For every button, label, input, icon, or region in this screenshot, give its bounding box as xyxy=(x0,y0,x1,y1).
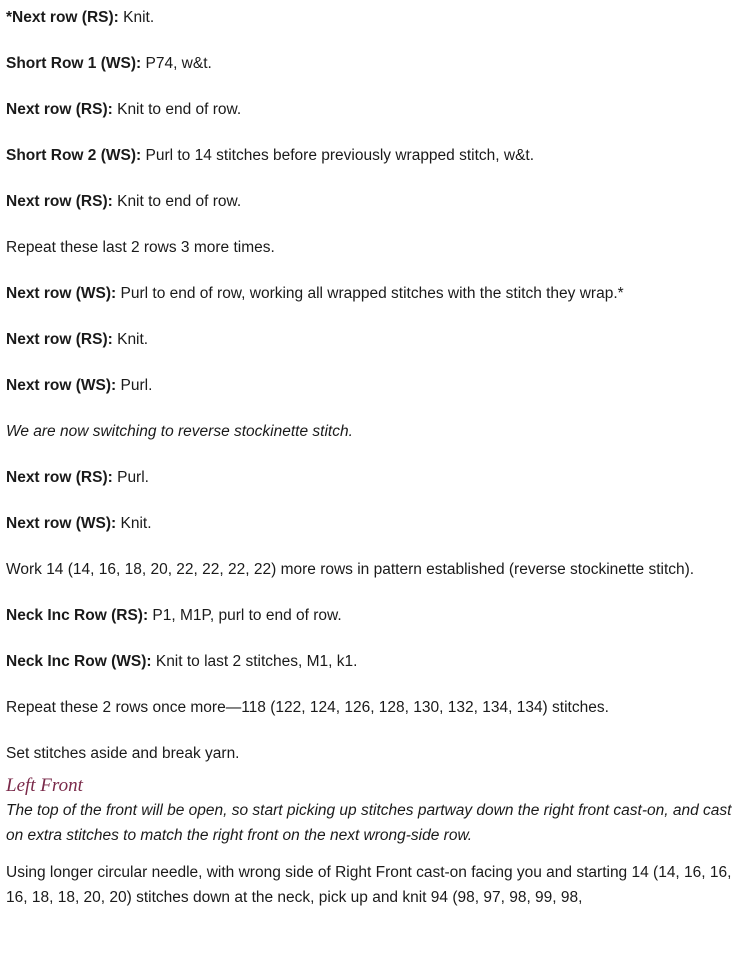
pattern-work-more-rows xyxy=(6,557,744,582)
row-instruction: Purl to end of row, working all wrapped stitches with the stitch they wrap.* xyxy=(116,285,624,302)
row-label: Next row (WS): xyxy=(6,515,117,532)
row-instruction: Work 14 (14, 16, 18, 20, 22, 22, 22, 22) more rows in pattern established (reverse stockinette stitch). xyxy=(6,561,695,578)
row-label: Next row (WS): xyxy=(6,377,117,394)
pattern-row-next-rs-knit xyxy=(6,5,744,30)
row-instruction: Knit to end of row. xyxy=(112,101,242,118)
pattern-row-next-rs-knit-to-end xyxy=(6,97,744,122)
row-instruction: Knit. xyxy=(116,515,152,532)
pattern-row-neck-inc-ws xyxy=(6,649,744,674)
pattern-repeat-note xyxy=(6,235,744,260)
pattern-row-next-rs-knit-2 xyxy=(6,327,744,352)
pattern-row-short-row-2 xyxy=(6,143,744,168)
row-instruction: P1, M1P, purl to end of row. xyxy=(148,607,342,624)
row-instruction: Set stitches aside and break yarn. xyxy=(6,745,240,762)
row-label: Short Row 1 (WS): xyxy=(6,55,142,72)
pattern-row-next-ws-purl-wrapped xyxy=(6,281,744,306)
row-instruction: Repeat these last 2 rows 3 more times. xyxy=(6,239,275,256)
row-label: Next row (RS): xyxy=(6,331,113,348)
section-body: Using longer circular needle, with wrong side of Right Front cast-on facing you and starting 14 (14, 16, 16, 16, 18, 18, 20, 20) stitches down at the neck, pick up and knit 94 (98, 97, 98, 99, 98, xyxy=(6,864,732,906)
row-label: *Next row (RS): xyxy=(6,9,119,26)
row-label: Neck Inc Row (RS): xyxy=(6,607,149,624)
row-instruction: We are now switching to reverse stockinette stitch. xyxy=(6,423,353,440)
row-instruction: Purl. xyxy=(116,377,153,394)
row-instruction: Knit. xyxy=(112,331,149,348)
pattern-page xyxy=(6,5,744,931)
row-label: Neck Inc Row (WS): xyxy=(6,653,152,670)
row-instruction: Purl. xyxy=(112,469,149,486)
section-heading-left-front: Left Front xyxy=(6,775,83,796)
pattern-row-next-rs-purl xyxy=(6,465,744,490)
pattern-repeat-stitch-count xyxy=(6,695,744,720)
row-label: Next row (RS): xyxy=(6,193,113,210)
pattern-row-next-ws-knit xyxy=(6,511,744,536)
row-label: Next row (WS): xyxy=(6,285,117,302)
row-instruction: Repeat these 2 rows once more—118 (122, 124, 126, 128, 130, 132, 134, 134) stitches. xyxy=(6,699,609,716)
pattern-row-short-row-1 xyxy=(6,51,744,76)
section-intro: The top of the front will be open, so start picking up stitches partway down the right front cast-on, and cast on extra stitches to match the right front on the next wrong-side row. xyxy=(6,802,732,844)
row-label: Next row (RS): xyxy=(6,101,113,118)
row-instruction: Knit. xyxy=(118,9,155,26)
row-label: Next row (RS): xyxy=(6,469,113,486)
row-instruction: Knit to end of row. xyxy=(112,193,242,210)
pattern-row-next-ws-purl xyxy=(6,373,744,398)
pattern-row-neck-inc-rs xyxy=(6,603,744,628)
pattern-row-next-rs-knit-to-end-2 xyxy=(6,189,744,214)
pattern-switch-note xyxy=(6,419,744,444)
row-instruction: Knit to last 2 stitches, M1, k1. xyxy=(151,653,358,670)
row-label: Short Row 2 (WS): xyxy=(6,147,142,164)
pattern-set-aside xyxy=(6,741,744,766)
row-instruction: P74, w&t. xyxy=(141,55,212,72)
row-instruction: Purl to 14 stitches before previously wrapped stitch, w&t. xyxy=(141,147,535,164)
